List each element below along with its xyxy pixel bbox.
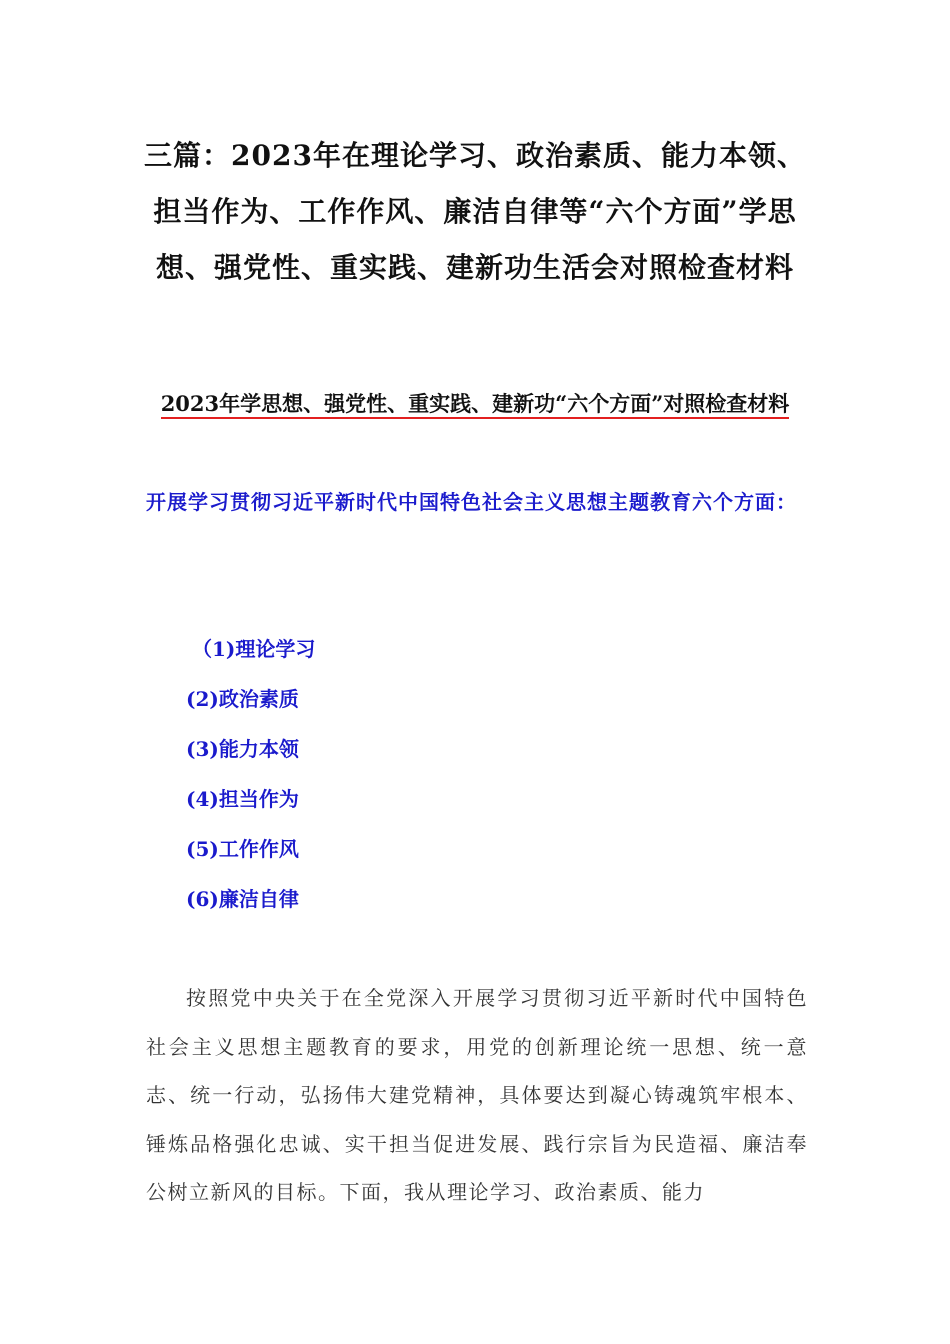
list-item: (2)政治素质 [186,687,299,711]
document-subtitle [140,380,810,428]
subtitle-text: 2023年学思想、强党性、重实践、建新功“六个方面”对照检查材料 [161,391,790,419]
aspect-list [186,624,315,924]
list-item: (6)廉洁自律 [186,887,299,911]
intro-paragraph: 开展学习贯彻习近平新时代中国特色社会主义思想主题教育六个方面： [146,490,797,514]
list-item: (4)担当作为 [186,787,299,811]
body-paragraph: 按照党中央关于在全党深入开展学习贯彻习近平新时代中国特色社会主义思想主题教育的要求，用党的创新理论统一思想、统一意志、统一行动，弘扬伟大建党精神，具体要达到凝心铸魂筑牢根本、锤炼品格强化忠诚、实干担当促进发展、践行宗旨为民造福、廉洁奉公树立新风的目标。下面，我从理论学习、政治素质、能力 [146,986,808,1204]
list-item: (5)工作作风 [186,837,299,861]
list-item: （1)理论学习 [192,637,316,661]
document-title: 三篇：2023年在理论学习、政治素质、能力本领、担当作为、工作作风、廉洁自律等“六个方面”学思想、强党性、重实践、建新功生活会对照检查材料 [144,139,806,284]
list-item: (3)能力本领 [186,737,299,761]
